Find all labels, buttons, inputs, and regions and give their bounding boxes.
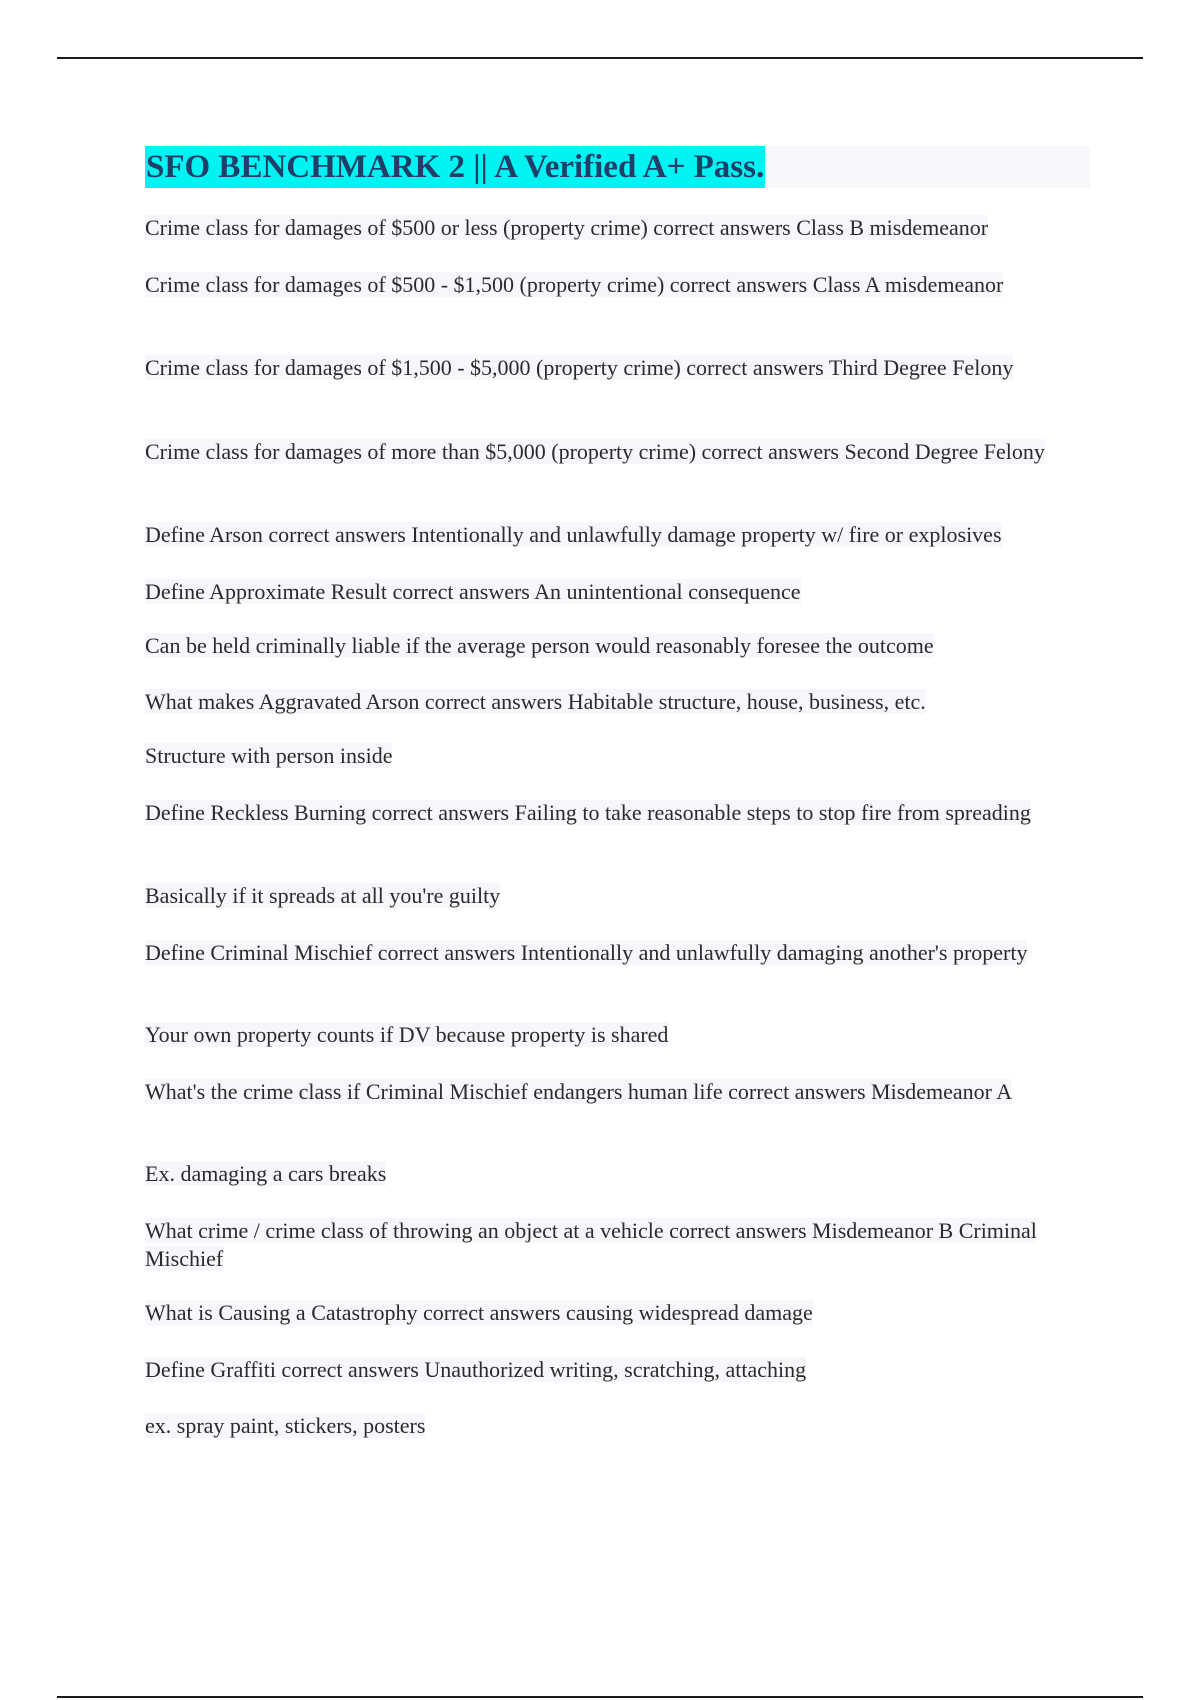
list-item: Structure with person inside (145, 743, 393, 768)
list-item: ex. spray paint, stickers, posters (145, 1413, 426, 1438)
list-item: Define Reckless Burning correct answers Failing to take reasonable steps to stop fire from spreading (145, 800, 1031, 825)
list-item: What crime / crime class of throwing an object at a vehicle correct answers Misdemeanor B Criminal Mischief (145, 1218, 1037, 1271)
document-body (145, 146, 1090, 1438)
list-item: Define Criminal Mischief correct answers Intentionally and unlawfully damaging another's property (145, 940, 1028, 965)
list-item: Define Graffiti correct answers Unauthorized writing, scratching, attaching (145, 1357, 807, 1382)
list-item: Ex. damaging a cars breaks (145, 1161, 387, 1186)
list-item: Your own property counts if DV because property is shared (145, 1022, 669, 1047)
list-item: Can be held criminally liable if the average person would reasonably foresee the outcome (145, 633, 934, 658)
list-item: What is Causing a Catastrophy correct answers causing widespread damage (145, 1300, 813, 1325)
list-item: What's the crime class if Criminal Mischief endangers human life correct answers Misdemeanor A (145, 1079, 1013, 1104)
document-title: SFO BENCHMARK 2 || A Verified A+ Pass. (145, 146, 765, 188)
list-item: Crime class for damages of $500 or less (property crime) correct answers Class B misdemeanor (145, 215, 989, 240)
title-band (145, 146, 1090, 188)
bottom-rule (57, 1696, 1143, 1698)
top-rule (57, 57, 1143, 59)
list-item: Define Arson correct answers Intentionally and unlawfully damage property w/ fire or explosives (145, 522, 1002, 547)
list-item: Crime class for damages of $500 - $1,500 (property crime) correct answers Class A misdemeanor (145, 272, 1004, 297)
list-item: Crime class for damages of $1,500 - $5,000 (property crime) correct answers Third Degree Felony (145, 355, 1014, 380)
list-item: What makes Aggravated Arson correct answers Habitable structure, house, business, etc. (145, 689, 926, 714)
list-item: Basically if it spreads at all you're guilty (145, 883, 501, 908)
list-item: Define Approximate Result correct answers An unintentional consequence (145, 579, 801, 604)
list-item: Crime class for damages of more than $5,000 (property crime) correct answers Second Degree Felony (145, 439, 1045, 464)
